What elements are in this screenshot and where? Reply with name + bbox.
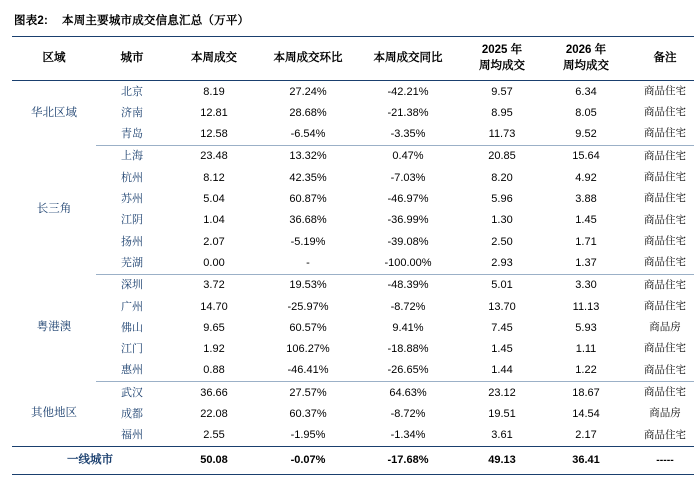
avg-2026-cell: 18.67 [572, 386, 600, 399]
week-yoy-cell: -26.65% [356, 360, 460, 382]
avg-2026-cell: 1.45 [575, 214, 597, 227]
city-cell: 上海 [121, 150, 143, 163]
note-cell: 商品住宅 [628, 360, 694, 382]
total-avg-2026: 36.41 [544, 447, 628, 475]
week-mom-cell: 27.24% [289, 85, 327, 98]
avg-2026-cell: 15.64 [572, 150, 600, 163]
week-mom-cell: 60.87% [289, 193, 327, 206]
avg-2026-cell: 14.54 [572, 407, 600, 420]
week-mom-cell: 42.35% [289, 171, 327, 184]
region-cell-huabei: 华北区域 [31, 106, 77, 119]
city-cell: 苏州 [121, 193, 143, 206]
city-cell: 北京 [121, 85, 143, 98]
week-yoy-cell: -42.21% [387, 85, 429, 98]
table-row [12, 231, 694, 252]
week-volume-cell: 0.00 [168, 252, 260, 274]
avg-2026-cell: 1.22 [544, 360, 628, 382]
avg-2025-cell: 2.93 [460, 252, 544, 274]
column-header-avg-2026-line2: 周均成交 [563, 59, 609, 72]
week-yoy-cell: -21.38% [387, 106, 429, 119]
week-volume-cell: 36.66 [200, 386, 228, 399]
note-cell: 商品住宅 [644, 106, 686, 119]
table-row [12, 189, 694, 210]
table-row [12, 167, 694, 188]
week-volume-cell: 23.48 [200, 150, 228, 163]
week-yoy-cell: -7.03% [390, 171, 426, 184]
week-mom-cell: 27.57% [289, 386, 327, 399]
week-volume-cell: 3.72 [203, 279, 225, 292]
table-row [12, 81, 694, 103]
city-cell: 芜湖 [96, 252, 168, 274]
avg-2025-cell: 1.44 [460, 360, 544, 382]
avg-2026-cell: 3.30 [575, 279, 597, 292]
week-volume-cell: 0.88 [168, 360, 260, 382]
avg-2025-cell: 11.73 [460, 124, 544, 146]
note-cell: 商品住宅 [628, 124, 694, 146]
week-mom-cell: 106.27% [286, 343, 330, 356]
note-cell: 商品住宅 [644, 299, 686, 312]
avg-2026-cell: 2.17 [575, 429, 597, 442]
avg-2026-cell: 1.71 [575, 235, 597, 248]
week-volume-cell: 1.04 [203, 214, 225, 227]
note-cell: 商品住宅 [644, 192, 686, 205]
column-header-avg-2025 [460, 37, 544, 81]
week-mom-cell: -5.19% [290, 235, 326, 248]
avg-2025-cell: 7.45 [491, 321, 513, 334]
avg-2025-cell: 20.85 [488, 150, 516, 163]
market-summary-table [12, 36, 694, 475]
table-caption [14, 12, 682, 28]
week-yoy-cell: -8.72% [390, 300, 426, 313]
avg-2026-cell: 11.13 [572, 300, 600, 313]
week-yoy-cell: 0.47% [392, 150, 424, 163]
city-cell: 惠州 [96, 360, 168, 382]
avg-2026-cell: 8.05 [575, 106, 597, 119]
week-mom-cell: 36.68% [289, 214, 327, 227]
week-mom-cell: -46.41% [260, 360, 356, 382]
avg-2025-cell: 23.12 [488, 386, 516, 399]
city-cell: 杭州 [121, 171, 143, 184]
week-yoy-cell: -36.99% [387, 214, 429, 227]
avg-2025-cell: 19.51 [488, 407, 516, 420]
column-header-week-volume: 本周成交 [168, 37, 260, 81]
total-week-mom: -0.07% [260, 447, 356, 475]
week-volume-cell: 2.07 [203, 235, 225, 248]
table-row [12, 124, 694, 146]
column-header-week-yoy: 本周成交同比 [356, 37, 460, 81]
note-cell: 商品住宅 [644, 428, 686, 441]
table-row [12, 425, 694, 447]
total-avg-2025: 49.13 [460, 447, 544, 475]
table-total-row [12, 447, 694, 475]
caption-label: 图表2: [14, 15, 49, 27]
table-header-row [12, 37, 694, 81]
week-yoy-cell: -39.08% [387, 235, 429, 248]
city-cell: 青岛 [96, 124, 168, 146]
week-mom-cell: 28.68% [289, 106, 327, 119]
region-cell-qitadiqu: 其他地区 [31, 407, 77, 420]
table-row [12, 339, 694, 360]
city-cell: 深圳 [121, 279, 143, 292]
avg-2025-cell: 1.30 [491, 214, 513, 227]
week-volume-cell: 8.12 [203, 171, 225, 184]
note-cell: 商品住宅 [628, 252, 694, 274]
week-yoy-cell: -1.34% [390, 429, 426, 442]
week-mom-cell: - [260, 252, 356, 274]
table-row [12, 145, 694, 167]
city-cell: 福州 [121, 429, 143, 442]
avg-2026-cell: 3.88 [575, 193, 597, 206]
avg-2026-cell: 4.92 [575, 171, 597, 184]
city-cell: 济南 [121, 106, 143, 119]
city-cell: 广州 [121, 300, 143, 313]
week-volume-cell: 12.81 [200, 106, 228, 119]
week-yoy-cell: -3.35% [356, 124, 460, 146]
avg-2025-cell: 1.45 [491, 343, 513, 356]
total-note: ----- [628, 447, 694, 475]
note-cell: 商品住宅 [644, 234, 686, 247]
column-header-week-mom: 本周成交环比 [260, 37, 356, 81]
column-header-avg-2026 [544, 37, 628, 81]
week-mom-cell: -25.97% [287, 300, 329, 313]
week-volume-cell: 8.19 [203, 85, 225, 98]
table-row [12, 317, 694, 338]
week-volume-cell: 22.08 [200, 407, 228, 420]
week-volume-cell: 12.58 [168, 124, 260, 146]
table-row [12, 382, 694, 404]
week-volume-cell: 5.04 [203, 193, 225, 206]
week-mom-cell: 60.37% [289, 407, 327, 420]
week-yoy-cell: -100.00% [356, 252, 460, 274]
city-cell: 扬州 [121, 235, 143, 248]
caption-title: 本周主要城市成交信息汇总（万平） [62, 15, 250, 27]
total-week-volume: 50.08 [168, 447, 260, 475]
column-header-avg-2026-line1: 2026 年 [565, 44, 607, 56]
note-cell: 商品房 [649, 407, 681, 420]
column-header-city: 城市 [96, 37, 168, 81]
week-yoy-cell: -18.88% [387, 343, 429, 356]
note-cell: 商品住宅 [644, 149, 686, 162]
note-cell: 商品住宅 [644, 342, 686, 355]
table-row [12, 296, 694, 317]
week-mom-cell: 60.57% [289, 321, 327, 334]
week-volume-cell: 14.70 [200, 300, 228, 313]
week-volume-cell: 9.65 [203, 321, 225, 334]
table-row [12, 102, 694, 123]
table-body [12, 81, 694, 475]
avg-2026-cell: 1.37 [544, 252, 628, 274]
week-yoy-cell: 64.63% [389, 386, 427, 399]
avg-2025-cell: 5.96 [491, 193, 513, 206]
table-header [12, 37, 694, 81]
avg-2026-cell: 6.34 [575, 85, 597, 98]
avg-2025-cell: 2.50 [491, 235, 513, 248]
week-yoy-cell: -48.39% [387, 279, 429, 292]
avg-2026-cell: 9.52 [544, 124, 628, 146]
total-label: 一线城市 [12, 447, 168, 475]
city-cell: 江阴 [121, 214, 143, 227]
note-cell: 商品住宅 [644, 84, 686, 97]
table-row [12, 274, 694, 296]
avg-2025-cell: 8.20 [491, 171, 513, 184]
week-mom-cell: -1.95% [290, 429, 326, 442]
avg-2026-cell: 1.11 [575, 343, 597, 356]
avg-2025-cell: 3.61 [491, 429, 513, 442]
week-yoy-cell: -8.72% [390, 407, 426, 420]
avg-2025-cell: 5.01 [491, 279, 513, 292]
column-header-avg-2025-line1: 2025 年 [481, 44, 523, 56]
table-row [12, 360, 694, 382]
week-yoy-cell: 9.41% [392, 321, 424, 334]
region-cell-changsanjiao: 长三角 [36, 203, 72, 216]
note-cell: 商品住宅 [644, 213, 686, 226]
table-row [12, 403, 694, 424]
column-header-note: 备注 [628, 37, 694, 81]
week-volume-cell: 1.92 [203, 343, 225, 356]
week-mom-cell: -6.54% [260, 124, 356, 146]
note-cell: 商品房 [649, 321, 681, 334]
region-cell-yuegangao: 粤港澳 [36, 321, 72, 334]
column-header-region: 区域 [12, 37, 96, 81]
avg-2025-cell: 9.57 [491, 85, 513, 98]
table-row [12, 210, 694, 231]
week-yoy-cell: -46.97% [387, 193, 429, 206]
note-cell: 商品住宅 [644, 386, 686, 399]
week-volume-cell: 2.55 [203, 429, 225, 442]
week-mom-cell: 19.53% [289, 279, 327, 292]
city-cell: 江门 [121, 343, 143, 356]
note-cell: 商品住宅 [644, 171, 686, 184]
table-row [12, 252, 694, 274]
city-cell: 武汉 [121, 386, 143, 399]
avg-2025-cell: 13.70 [488, 300, 516, 313]
note-cell: 商品住宅 [644, 278, 686, 291]
avg-2025-cell: 8.95 [491, 106, 513, 119]
total-week-yoy: -17.68% [356, 447, 460, 475]
city-cell: 佛山 [121, 321, 143, 334]
avg-2026-cell: 5.93 [575, 321, 597, 334]
week-mom-cell: 13.32% [289, 150, 327, 163]
column-header-avg-2025-line2: 周均成交 [479, 59, 525, 72]
city-cell: 成都 [121, 407, 143, 420]
